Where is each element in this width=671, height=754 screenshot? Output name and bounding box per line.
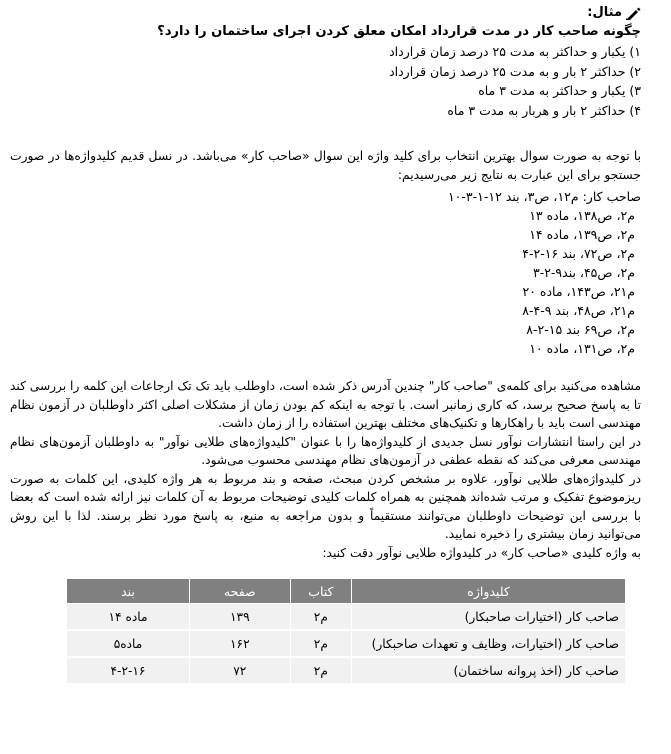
cell-book: م۲ (290, 604, 351, 631)
reference-item: م۲، ص۱۳۹، ماده ۱۴ (529, 227, 635, 242)
reference-item: م۲، ص۴۵، بند۹-۲-۳ (532, 265, 635, 280)
reference-item: م۲۱، ص۱۴۳، ماده ۲۰ (522, 284, 635, 299)
table-row (67, 657, 626, 684)
keyword-table (66, 578, 626, 685)
paragraph-search-time: مشاهده می‌کنید برای کلمه‌ی "صاحب کار" چندین آدرس ذکر شده است، داوطلب باید تک تک ارجاعات این کلمه را بررسی کند تا به پاسخ صحیح برسد، که کاری زمانبر است. با توجه به اینکه کم بودن زمان از مشکلات اصلی اکثر داوطلبان در آزمون نظام مهندسی است باید با راهکارها و تکنیک‌های مختلف بهترین استفاده را از زمان داشت. (10, 379, 641, 430)
paragraph-golden-keywords: در این راستا انتشارات نوآور نسل جدیدی از کلیدواژه‌ها را با عنوان "کلیدواژه‌های طلایی نوآور" به داوطلبان آزمون‌های نظام مهندسی معرفی می‌کند که نقطه عطفی در آزمون‌های نظام مهندسی محسوب می‌شود. (10, 434, 641, 467)
cell-book: م۲ (290, 657, 351, 684)
reference-item: م۲، ص۷۲، بند ۱۶-۲-۴ (522, 246, 635, 261)
cell-clause: ماده۵ (67, 630, 190, 657)
table-row (67, 630, 626, 657)
reference-list (10, 187, 641, 358)
option-4: ۴) حداکثر ۲ بار و هربار به مدت ۳ ماه (447, 102, 641, 118)
answer-options (10, 42, 641, 120)
question-text: چگونه صاحب کار در مدت قرارداد امکان معلق کردن اجرای ساختمان را دارد؟ (157, 24, 641, 39)
cell-clause: ۴-۲-۱۶ (67, 657, 190, 684)
cell-page: ۱۶۲ (190, 630, 291, 657)
intro-paragraph: با توجه به صورت سوال بهترین انتخاب برای کلید واژه این سوال «صاحب کار» می‌باشد. در نسل قدیم کلیدواژه‌ها در صورت جستجو برای این عبارت به نتایج زیر می‌رسیدیم: (10, 149, 641, 182)
reference-item: صاحب کار: م۱۲، ص۳، بند ۱۲-۱-۳-۱۰ (447, 189, 641, 204)
cell-book: م۲ (290, 630, 351, 657)
reference-item: م۲، ص۱۳۸، ماده ۱۳ (529, 208, 635, 223)
paragraph-golden-features: در کلیدواژه‌های طلایی نوآور، علاوه بر مشخص کردن مبحث، صفحه و بند مربوط به هر واژه کلیدی، این کلمات به صورت ریزموضوع تفکیک و مرتب شده‌اند همچنین به همراه کلمات کلیدی توضیحات مربوط به آن کلمات نیز ارائه شده است که بعضا با بررسی این توضیحات داوطلبان می‌توانند مستقیماً و بدون مراجعه به منبع، به پاسخ مورد نظر برسند. لذا با این روش می‌توانید زمان بیشتری را ذخیره نمایید. (10, 471, 641, 541)
option-2: ۲) حداکثر ۲ بار و به مدت ۲۵ درصد زمان قرارداد (389, 63, 641, 79)
cell-keyword: صاحب کار (اختیارات، وظایف و تعهدات صاحبکار) (352, 630, 626, 657)
cell-keyword: صاحب کار (اختیارات صاحبکار) (352, 604, 626, 631)
table-row (67, 604, 626, 631)
example-heading (10, 4, 641, 22)
header-book: کتاب (290, 579, 351, 604)
example-label: مثال: (587, 5, 622, 20)
reference-item: م۲، ص۱۳۱، ماده ۱۰ (529, 341, 635, 356)
table-header-row (67, 579, 626, 604)
reference-item: م۲، ص۶۹ بند ۱۵-۲-۸ (526, 322, 635, 337)
header-keyword: کلیدواژه (352, 579, 626, 604)
cell-page: ۱۳۹ (190, 604, 291, 631)
cell-clause: ماده ۱۴ (67, 604, 190, 631)
cell-page: ۷۲ (190, 657, 291, 684)
cell-keyword: صاحب کار (اخذ پروانه ساختمان) (352, 657, 626, 684)
header-page: صفحه (190, 579, 291, 604)
header-clause: بند (67, 579, 190, 604)
pencil-icon (626, 7, 641, 20)
paragraph-table-intro: به واژه کلیدی «صاحب کار» در کلیدواژه طلایی نوآور دقت کنید: (322, 545, 641, 560)
option-1: ۱) یکبار و حداکثر به مدت ۲۵ درصد زمان قرارداد (389, 44, 641, 59)
option-3: ۳) یکبار و حداکثر به مدت ۳ ماه (478, 83, 641, 98)
reference-item: م۲۱، ص۴۸، بند ۹-۴-۸ (522, 303, 635, 318)
